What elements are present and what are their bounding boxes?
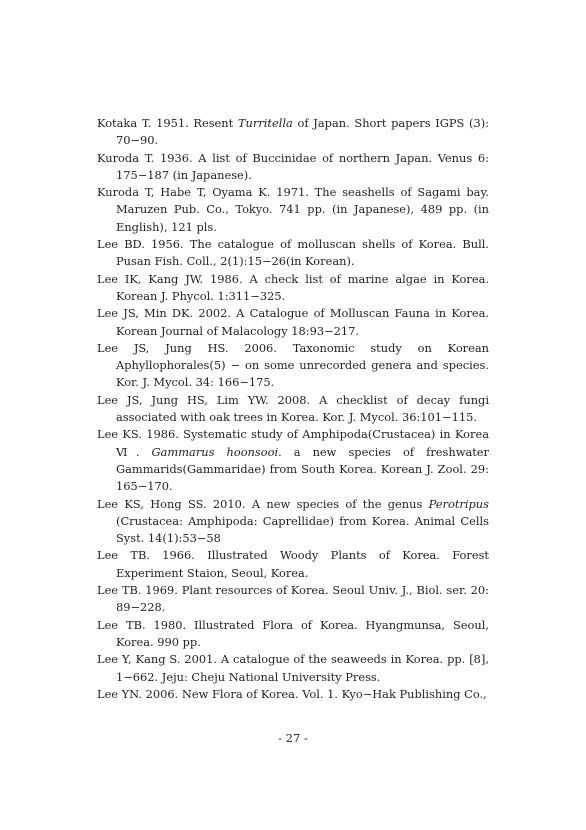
reference-entry: Lee JS, Jung HS. 2006. Taxonomic study on Korean Aphyllophorales(5) − on some unrecorded genera and species. Kor. J. Mycol. 34: 166−175. — [97, 340, 489, 390]
reference-entry: Lee JS, Min DK. 2002. A Catalogue of Molluscan Fauna in Korea. Korean Journal of Malacology 18:93−217. — [97, 306, 489, 338]
reference-entry: Lee KS, Hong SS. 2010. A new species of the genus Perotripus (Crustacea: Amphipoda: Caprellidae) from Korea. Animal Cells Syst. 14(1):53−58 — [97, 496, 489, 546]
reference-entry: Lee KS. 1986. Systematic study of Amphipoda(Crustacea) in Korea Ⅵ. Gammarus hoonsooi. a new species of freshwater Gammarids(Gammaridae) from South Korea. Korean J. Zool. 29: 165−170. — [97, 427, 489, 494]
reference-entry: Lee YN. 2006. New Flora of Korea. Vol. 1. Kyo−Hak Publishing Co., — [97, 686, 487, 701]
reference-entry: Lee Y, Kang S. 2001. A catalogue of the seaweeds in Korea. pp. [8], 1−662. Jeju: Cheju National University Press. — [97, 652, 489, 684]
reference-entry: Lee BD. 1956. The catalogue of molluscan shells of Korea. Bull. Pusan Fish. Coll., 2(1):15−26(in Korean). — [97, 237, 489, 269]
reference-entry: Lee TB. 1966. Illustrated Woody Plants of Korea. Forest Experiment Staion, Seoul, Korea. — [97, 548, 489, 580]
reference-entry: Lee TB. 1980. Illustrated Flora of Korea. Hyangmunsa, Seoul, Korea. 990 pp. — [97, 617, 489, 649]
page-number: - 27 - — [278, 731, 308, 745]
reference-entry: Lee TB. 1969. Plant resources of Korea. Seoul Univ. J., Biol. ser. 20: 89−228. — [97, 583, 489, 615]
reference-list — [97, 115, 489, 703]
reference-entry: Lee JS, Jung HS, Lim YW. 2008. A checklist of decay fungi associated with oak trees in Korea. Kor. J. Mycol. 36:101−115. — [97, 392, 489, 425]
reference-entry: Kotaka T. 1951. Resent Turritella of Japan. Short papers IGPS (3): 70−90. — [97, 116, 489, 148]
reference-entry: Kuroda T, Habe T, Oyama K. 1971. The seashells of Sagami bay. Maruzen Pub. Co., Tokyo. 741 pp. (in Japanese), 489 pp. (in English), 121 pls. — [97, 185, 489, 234]
reference-entry: Lee IK, Kang JW. 1986. A check list of marine algae in Korea. Korean J. Phycol. 1:311−325. — [97, 271, 489, 303]
reference-entry: Kuroda T. 1936. A list of Buccinidae of northern Japan. Venus 6: 175−187 (in Japanese). — [97, 150, 489, 182]
